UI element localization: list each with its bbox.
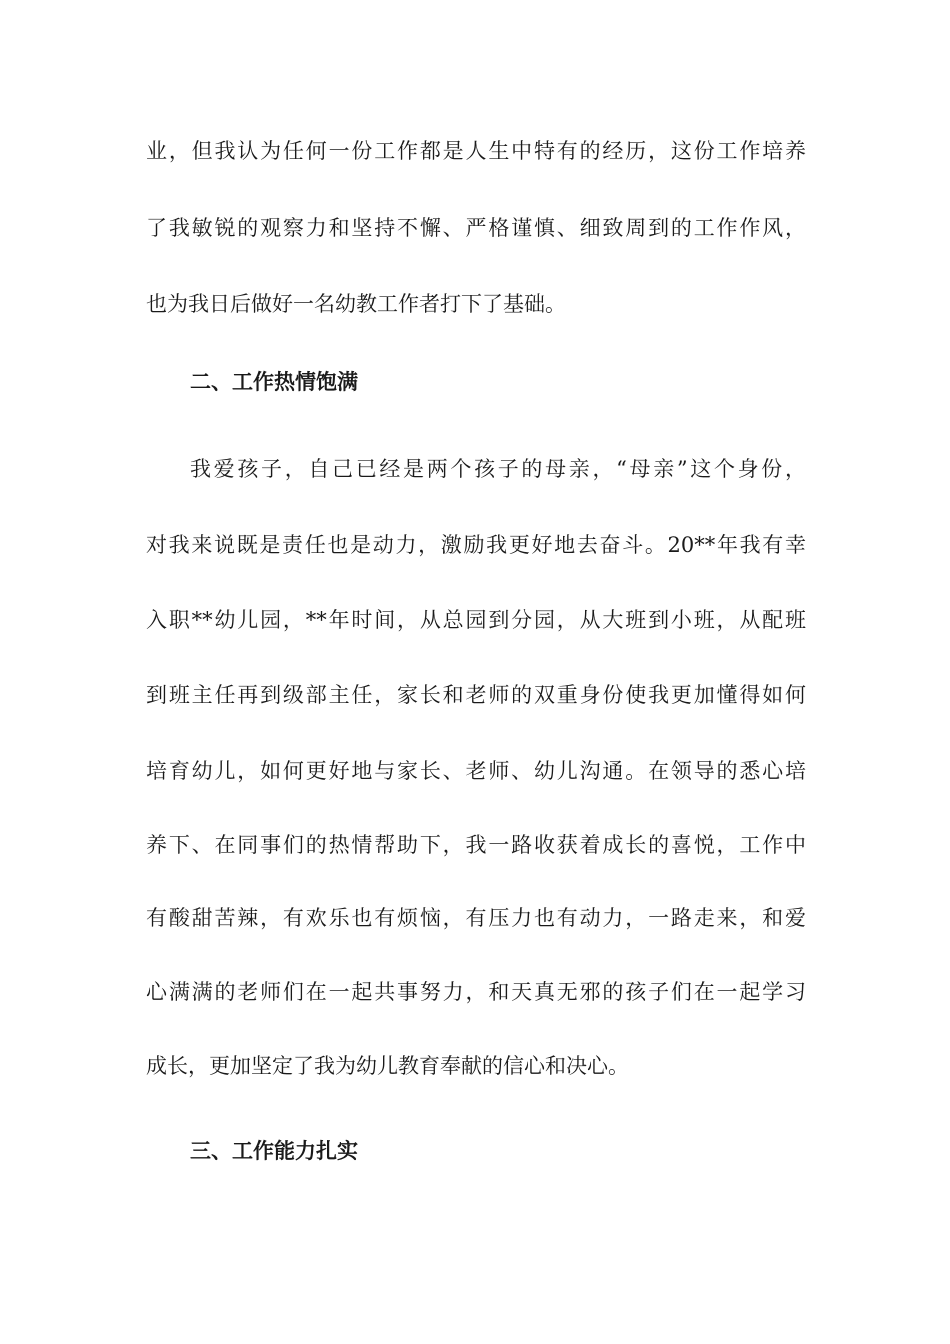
- paragraph-line: 业，但我认为任何一份工作都是人生中特有的经历，这份工作培养: [146, 139, 806, 163]
- paragraph-line: 我爱孩子，自己已经是两个孩子的母亲，“母亲”这个身份，: [190, 457, 806, 481]
- paragraph-line: 有酸甜苦辣，有欢乐也有烦恼，有压力也有动力，一路走来，和爱: [146, 906, 806, 930]
- paragraph-line: 入职**幼儿园，**年时间，从总园到分园，从大班到小班，从配班: [146, 608, 806, 632]
- paragraph-line: 心满满的老师们在一起共事努力，和天真无邪的孩子们在一起学习: [146, 980, 806, 1004]
- paragraph-line: 对我来说既是责任也是动力，激励我更好地去奋斗。20**年我有幸: [146, 533, 806, 557]
- paragraph-line: 了我敏锐的观察力和坚持不懈、严格谨慎、细致周到的工作作风，: [146, 216, 806, 240]
- section-heading-2: 二、工作热情饱满: [190, 370, 358, 394]
- paragraph-line: 培育幼儿，如何更好地与家长、老师、幼儿沟通。在领导的悉心培: [146, 759, 806, 783]
- paragraph-line: 也为我日后做好一名幼教工作者打下了基础。: [146, 292, 566, 316]
- paragraph-line: 到班主任再到级部主任，家长和老师的双重身份使我更加懂得如何: [146, 683, 806, 707]
- paragraph-line: 成长，更加坚定了我为幼儿教育奉献的信心和决心。: [146, 1054, 629, 1078]
- section-heading-3: 三、工作能力扎实: [190, 1139, 358, 1163]
- paragraph-line: 养下、在同事们的热情帮助下，我一路收获着成长的喜悦，工作中: [146, 833, 806, 857]
